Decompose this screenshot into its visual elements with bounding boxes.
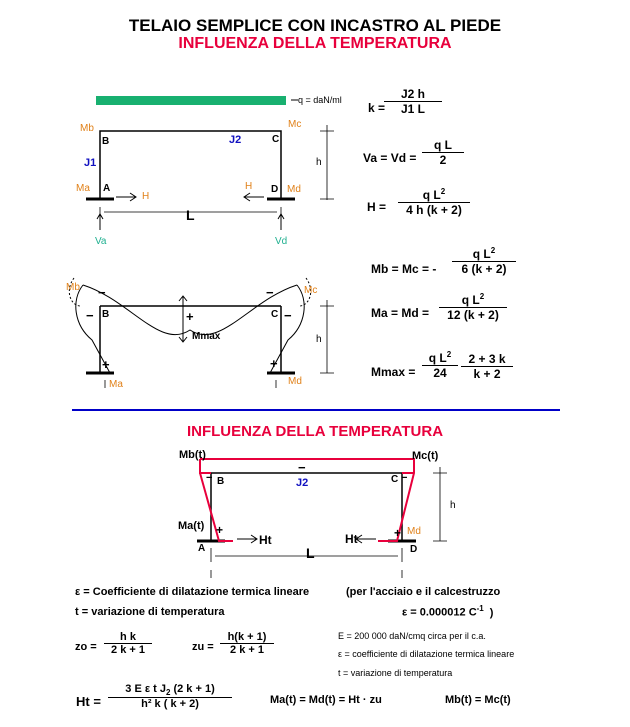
zo-numerator: h k (120, 631, 136, 643)
moment-plus-mid: + (186, 309, 194, 324)
ht-fraction (108, 683, 232, 710)
moment-label-mc: Mc (304, 285, 318, 296)
zu-denominator: 2 k + 1 (220, 643, 274, 656)
h-numerator (398, 187, 470, 202)
mmax-denominator-1: 24 (422, 365, 458, 380)
label-ma: Ma (76, 183, 90, 194)
h-lhs: H = (367, 200, 387, 214)
e-value-note: E = 200 000 daN/cmq circa per il c.a. (338, 631, 486, 641)
h-num-text: q L (422, 188, 441, 202)
moment-plus-d: + (270, 356, 278, 371)
va-fraction (422, 138, 464, 167)
moment-label-mb: Mb (66, 282, 80, 293)
height-dimension-2 (320, 300, 334, 373)
eps-definition: ε = Coefficiente di dilatazione termica lineare (75, 586, 310, 598)
zu-lhs: zu = (192, 641, 214, 653)
temp-label-l: L (306, 545, 315, 561)
mmax-num-text: q L (428, 351, 447, 365)
reaction-h-d-arrow (244, 193, 264, 201)
zo-denominator: 2 k + 1 (104, 643, 152, 656)
mmax-lhs: Mmax = (371, 365, 416, 379)
temp-minus: − (298, 460, 306, 475)
mb-lhs: Mb = Mc = - (371, 262, 437, 276)
k-fraction (384, 87, 442, 116)
k-lhs: k = (368, 101, 386, 115)
mmax-numerator-2: 2 + 3 k (468, 352, 506, 366)
ht-num-tail: (2 k + 1) (170, 683, 215, 695)
eps-value-exp: -1 (476, 604, 484, 613)
mb-denominator: 6 (k + 2) (452, 261, 516, 276)
zo-fraction (104, 631, 152, 656)
moment-minus-b: − (98, 285, 106, 300)
ma-fraction (439, 292, 507, 322)
ht-num-text: 3 E ε t J (125, 683, 166, 695)
temp-label-ht-a: Ht (259, 533, 272, 547)
mb-num-text: q L (472, 247, 491, 261)
va-lhs: Va = Vd = (363, 151, 417, 165)
temp-label-md: Md (407, 526, 421, 537)
k-numerator: J2 h (400, 87, 425, 101)
temp-ht-a-arrow (237, 535, 257, 543)
eps-value-text: ε = 0.000012 C (402, 606, 477, 619)
moment-label-h: h (316, 334, 322, 345)
temp-minus-b: − (206, 472, 213, 484)
label-h-a: H (142, 191, 150, 202)
node-b: B (102, 136, 110, 147)
t-definition: t = variazione di temperatura (75, 606, 225, 618)
label-va: Va (95, 236, 107, 247)
label-j1: J1 (84, 157, 97, 169)
mmax-numerator-1 (422, 350, 458, 365)
temp-moment-diagram (200, 459, 414, 541)
temp-minus-c: − (401, 472, 408, 484)
moment-node-b: B (102, 309, 110, 320)
node-c: C (272, 134, 280, 145)
temp-node-b: B (217, 476, 225, 487)
eps-value (402, 604, 493, 619)
ma-lhs: Ma = Md = (371, 306, 430, 320)
mb-numerator (452, 246, 516, 261)
label-h-d: H (245, 181, 253, 192)
ma-num-text: q L (461, 293, 480, 307)
node-a: A (103, 183, 111, 194)
moment-minus-c: − (266, 285, 274, 300)
va-denominator: 2 (422, 152, 464, 167)
page-subtitle: INFLUENZA DELLA TEMPERATURA (178, 35, 452, 52)
label-mb: Mb (80, 123, 94, 134)
ma-numerator (439, 292, 507, 307)
temp-label-mat: Ma(t) (178, 520, 205, 532)
k-denominator: J1 L (384, 101, 442, 116)
temp-node-c: C (391, 474, 399, 485)
load-label: q = daN/ml (298, 95, 342, 105)
h-denominator: 4 h (k + 2) (398, 202, 470, 217)
temp-ht-d-arrow (356, 535, 376, 543)
label-vd: Vd (275, 236, 288, 247)
ht-lhs: Ht = (76, 694, 101, 709)
mmax-fraction-2 (461, 352, 513, 381)
label-h: h (316, 157, 322, 168)
temp-height-dimension (433, 467, 447, 541)
mmax-fraction-1 (422, 350, 458, 380)
reaction-h-a-arrow (116, 193, 136, 201)
page-title: TELAIO SEMPLICE CON INCASTRO AL PIEDE (128, 16, 502, 35)
moment-minus-b2: − (86, 308, 94, 323)
moment-node-c: C (271, 309, 279, 320)
mmax-num-exp: 2 (446, 350, 452, 359)
ht-numerator (108, 683, 232, 697)
ht-num-sub: 2 (165, 688, 171, 698)
temp-label-mbt: Mb(t) (179, 449, 206, 461)
va-numerator: q L (434, 138, 452, 152)
temp-heading: INFLUENZA DELLA TEMPERATURA (186, 423, 444, 440)
label-mmax: Mmax (192, 331, 221, 342)
temp-plus-d: + (394, 526, 402, 540)
zu-fraction (220, 631, 274, 656)
temp-label-mct: Mc(t) (412, 450, 439, 462)
zo-lhs: zo = (75, 641, 97, 653)
base-ticks (105, 380, 276, 388)
temp-moment-corners (200, 459, 414, 473)
label-md: Md (287, 184, 301, 195)
moment-minus-c2: − (284, 308, 292, 323)
node-d: D (271, 184, 279, 195)
mbt-equation: Mb(t) = Mc(t) (445, 694, 511, 706)
label-j2: J2 (229, 134, 242, 146)
label-mc: Mc (288, 119, 302, 130)
ma-denominator: 12 (k + 2) (439, 307, 507, 322)
zu-numerator: h(k + 1) (227, 631, 267, 643)
moment-label-md: Md (288, 376, 302, 387)
moment-label-ma: Ma (109, 379, 123, 390)
temp-label-h: h (450, 500, 456, 511)
ht-denominator: h² k ( k + 2) (108, 697, 232, 710)
height-dimension (320, 125, 334, 200)
moment-plus-a: + (102, 357, 110, 372)
h-fraction (398, 187, 470, 217)
eps-value-close: ) (489, 606, 494, 619)
temp-node-d: D (410, 544, 418, 555)
t-small-note: t = variazione di temperatura (338, 668, 453, 678)
h-num-exp: 2 (440, 187, 446, 196)
mmax-denominator-2: k + 2 (461, 366, 513, 381)
temp-plus-a: + (216, 523, 224, 537)
temp-label-ht-d: Ht (345, 532, 358, 546)
temp-label-j2: J2 (296, 477, 309, 489)
eps-small-note: ε = coefficiente di dilatazione termica lineare (338, 649, 515, 659)
temp-v-ticks (211, 570, 402, 578)
label-l: L (186, 207, 195, 223)
temp-node-a: A (198, 543, 206, 554)
ma-num-exp: 2 (479, 292, 485, 301)
eps-steel-note: (per l'acciaio e il calcestruzzo (346, 586, 501, 598)
frame-members (100, 131, 281, 199)
distributed-load-bar (96, 96, 286, 105)
mat-equation: Ma(t) = Md(t) = Ht · zu (270, 694, 382, 706)
mb-fraction (452, 246, 516, 276)
mb-num-exp: 2 (490, 246, 496, 255)
